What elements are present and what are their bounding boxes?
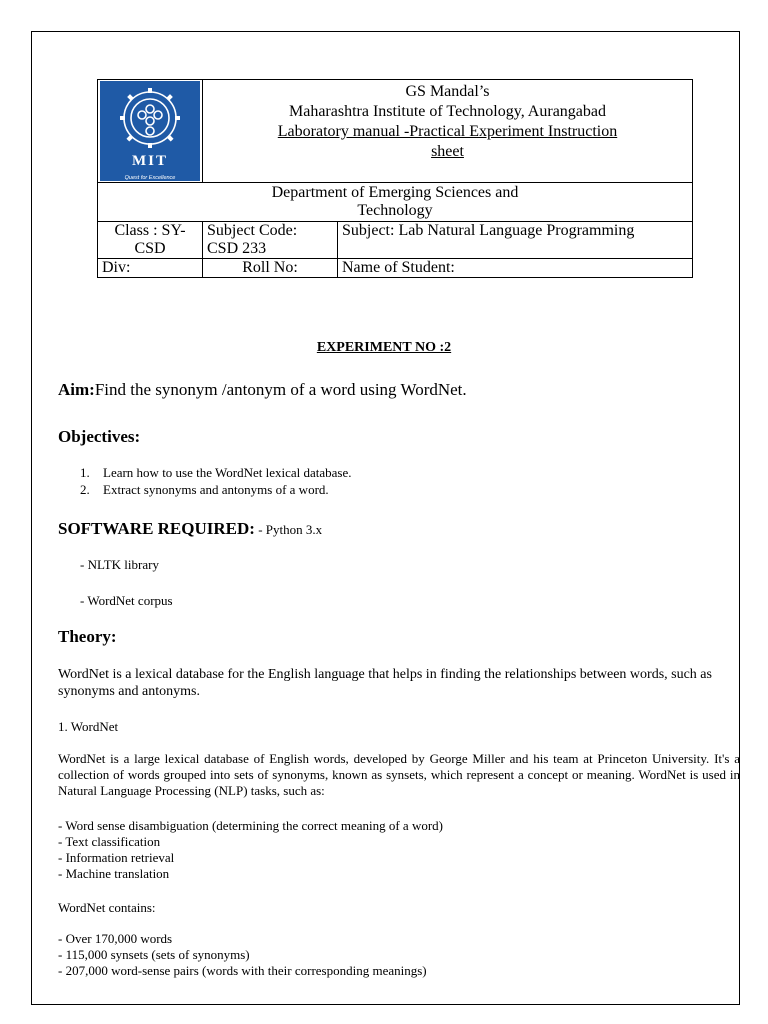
software-item: - WordNet corpus xyxy=(80,593,173,608)
subject-name: Subject: Lab Natural Language Programming xyxy=(342,222,635,239)
list-item: - Information retrieval xyxy=(58,850,175,865)
org-name: GS Mandal’s xyxy=(405,83,490,100)
wordnet-paragraph: WordNet is a large lexical database of English words, developed by George Miller and his team at Princeton University. It's a collection of words grouped into sets of synonyms, known as synsets, which represent a concept or meaning. WordNet is used in Natural Language Processing (NLP) tasks, such as: xyxy=(58,751,740,798)
department-cell xyxy=(98,183,693,222)
class-label-2: CSD xyxy=(134,240,166,257)
list-item: - 115,000 synsets (sets of synonyms) xyxy=(58,947,250,962)
class-cell xyxy=(98,222,203,259)
theory-heading: Theory: xyxy=(58,627,117,646)
aim-text: Find the synonym /antonym of a word using WordNet. xyxy=(94,380,467,399)
software-first: - Python 3.x xyxy=(254,522,323,537)
aim-label: Aim: xyxy=(58,380,95,399)
list-text: Extract synonyms and antonyms of a word. xyxy=(103,482,329,497)
manual-title: Laboratory manual -Practical Experiment Instruction xyxy=(277,123,618,140)
list-item xyxy=(80,464,352,481)
list-item xyxy=(80,481,352,498)
theory-intro: WordNet is a lexical database for the English language that helps in finding the relationships between words, such as synonyms and antonyms. xyxy=(58,667,712,699)
list-number: 1. xyxy=(80,465,90,480)
logo-text: MIT xyxy=(132,153,168,169)
logo-cell xyxy=(98,80,203,183)
objectives-heading: Objectives: xyxy=(58,427,141,446)
tasks-list xyxy=(58,818,443,882)
contains-label: WordNet contains: xyxy=(58,900,156,915)
subject-code-value: CSD 233 xyxy=(207,240,267,257)
roll-no-label: Roll No: xyxy=(242,259,298,276)
subject-code-label: Subject Code: xyxy=(207,222,298,239)
contains-list xyxy=(58,931,427,979)
department-name-2: Technology xyxy=(357,202,433,219)
list-item: - Machine translation xyxy=(58,866,170,881)
mit-logo xyxy=(100,81,200,181)
manual-title-2: sheet xyxy=(431,143,464,160)
list-item: - Word sense disambiguation (determining the correct meaning of a word) xyxy=(58,818,443,833)
list-item: - Over 170,000 words xyxy=(58,931,173,946)
list-number: 2. xyxy=(80,482,90,497)
experiment-title: EXPERIMENT NO :2 xyxy=(316,340,452,355)
header-table xyxy=(97,79,693,278)
subject-code-cell xyxy=(203,222,338,259)
roll-cell xyxy=(203,259,338,278)
software-line xyxy=(58,519,322,539)
aim-line xyxy=(58,380,467,400)
div-label: Div: xyxy=(102,259,131,276)
student-name-label: Name of Student: xyxy=(342,259,455,276)
subject-cell xyxy=(338,222,693,259)
list-item: - Text classification xyxy=(58,834,161,849)
list-text: Learn how to use the WordNet lexical database. xyxy=(103,465,352,480)
class-label: Class : SY- xyxy=(114,222,186,239)
gear-emblem-icon xyxy=(118,85,182,151)
department-name: Department of Emerging Sciences and xyxy=(271,184,519,201)
objectives-list xyxy=(80,464,352,498)
section-heading: 1. WordNet xyxy=(58,719,119,734)
institute-name: Maharashtra Institute of Technology, Aurangabad xyxy=(288,103,606,120)
list-item: - 207,000 word-sense pairs (words with their corresponding meanings) xyxy=(58,963,427,978)
logo-tagline: Quest for Excellence xyxy=(124,175,176,181)
div-cell xyxy=(98,259,203,278)
student-cell xyxy=(338,259,693,278)
title-cell xyxy=(203,80,693,183)
software-item: - NLTK library xyxy=(80,557,159,572)
software-heading: SOFTWARE REQUIRED: xyxy=(58,519,255,538)
